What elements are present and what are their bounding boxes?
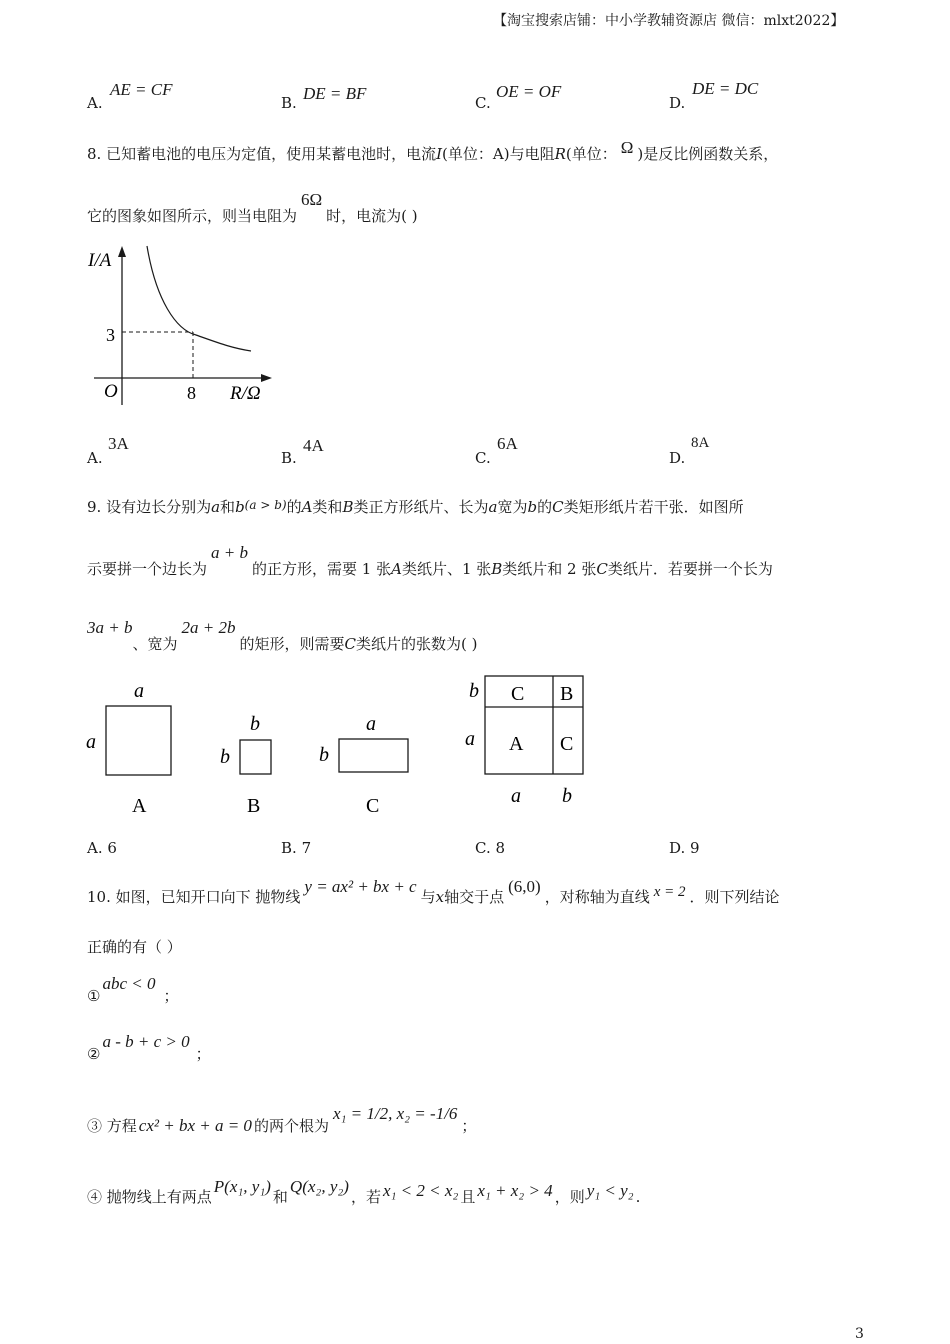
rectangle-c-top-label: a <box>366 713 376 735</box>
q8-line-2: 它的图象如图所示，则当电阻为6Ω时，电流为( ) <box>87 190 418 225</box>
ohm-symbol: Ω <box>620 138 634 157</box>
q7-option-c-letter: C. <box>475 94 491 112</box>
square-b-caption: B <box>247 795 261 817</box>
q8-option-c-value: 6A <box>497 434 518 453</box>
q8-option-d-value: 8A <box>691 435 710 451</box>
q9-paper-figure <box>80 672 600 822</box>
combined-cell-b: B <box>560 683 574 705</box>
q8-option-b-value: 4A <box>303 436 324 455</box>
page-number: 3 <box>855 1326 864 1342</box>
q8-option-b-letter: B. <box>281 449 297 467</box>
combined-bottom-label-a: a <box>511 785 521 807</box>
origin-label: O <box>104 381 118 402</box>
q9-option-b: B. 7 <box>281 839 312 857</box>
page-header: 【淘宝搜索店铺：中小学教辅资源店 微信：mlxt2022】 <box>493 13 845 29</box>
q10-statement-2: ②a - b + c > 0； <box>87 1032 211 1063</box>
square-b-side-label: b <box>220 746 230 768</box>
combined-left-label-b: b <box>469 680 479 702</box>
q8-option-a-letter: A. <box>87 449 103 467</box>
combined-cell-a: A <box>509 733 524 755</box>
q9-line-3: 3a + b、宽为2a + 2b的矩形，则需要C类纸片的张数为( ) <box>87 618 478 653</box>
q10-statement-1: ①abc < 0； <box>87 974 179 1005</box>
q8-option-c-letter: C. <box>475 449 491 467</box>
combined-cell-c-right: C <box>560 733 574 755</box>
q10-line-2: 正确的有（ ） <box>87 938 182 956</box>
q9-line-2: 示要拼一个边长为a + b的正方形，需要 1 张A类纸片、1 张B类纸片和 2 张C类纸片．若要拼一个长为 <box>87 543 773 578</box>
rectangle-c <box>339 739 408 772</box>
q9-option-c: C. 8 <box>475 839 506 857</box>
q8-option-a-value: 3A <box>108 434 129 453</box>
combined-cell-c-top: C <box>511 683 525 705</box>
q7-option-b-letter: B. <box>281 94 297 112</box>
q10-line-1: 10. 如图，已知开口向下 抛物线y = ax² + bx + c与x轴交于点(6,0)，对称轴为直线 x = 2 ．则下列结论 <box>87 877 780 906</box>
q8-line-1: 8. 已知蓄电池的电压为定值，使用某蓄电池时，电流I(单位：A)与电阻R(单位： Ω )是反比例函数关系， <box>87 138 779 163</box>
inverse-curve <box>147 246 251 351</box>
q8-option-d-letter: D. <box>669 449 686 467</box>
x-axis-label: R/Ω <box>230 383 261 404</box>
square-b <box>240 740 271 774</box>
q7-option-d-letter: D. <box>669 94 686 112</box>
square-a <box>106 706 171 775</box>
combined-bottom-label-b: b <box>562 785 572 807</box>
x-tick-label: 8 <box>187 383 196 403</box>
q8-inverse-graph <box>86 240 276 415</box>
combined-left-label-a: a <box>465 728 475 750</box>
rectangle-c-caption: C <box>366 795 380 817</box>
square-a-side-label: a <box>86 731 96 753</box>
q7-option-b-expr: DE = BF <box>303 84 367 103</box>
q10-statement-3: ③ 方程 cx² + bx + a = 0 的两个根为x₁ = 1/2, x₂ = -1/6； <box>87 1104 477 1135</box>
q7-option-c-expr: OE = OF <box>496 82 562 101</box>
x-axis-arrow <box>261 374 272 382</box>
q7-option-a-expr: AE = CF <box>110 80 173 99</box>
y-axis-arrow <box>118 246 126 257</box>
q10-statement-4: ④ 抛物线上有两点P(x₁, y₁)和Q(x₂, y₂)，若 x₁ < 2 < x₂ 且 x₁ + x₂ > 4 ，则 y₁ < y₂ . <box>87 1177 641 1206</box>
q9-option-a: A. 6 <box>87 839 117 857</box>
square-b-top-label: b <box>250 713 260 735</box>
rectangle-c-side-label: b <box>319 744 329 766</box>
square-a-top-label: a <box>134 680 144 702</box>
q7-option-d-expr: DE = DC <box>692 79 759 98</box>
q9-line-1: 9. 设有边长分别为a和$b^{(a > b)}$的A类和B类正方形纸片、长为a宽为b的C类矩形纸片若干张．如图所 <box>87 498 744 516</box>
q7-option-a-letter: A. <box>87 94 103 112</box>
q9-option-d: D. 9 <box>669 839 700 857</box>
y-tick-label: 3 <box>106 325 115 345</box>
y-axis-label: I/A <box>88 250 112 271</box>
square-a-caption: A <box>132 795 147 817</box>
